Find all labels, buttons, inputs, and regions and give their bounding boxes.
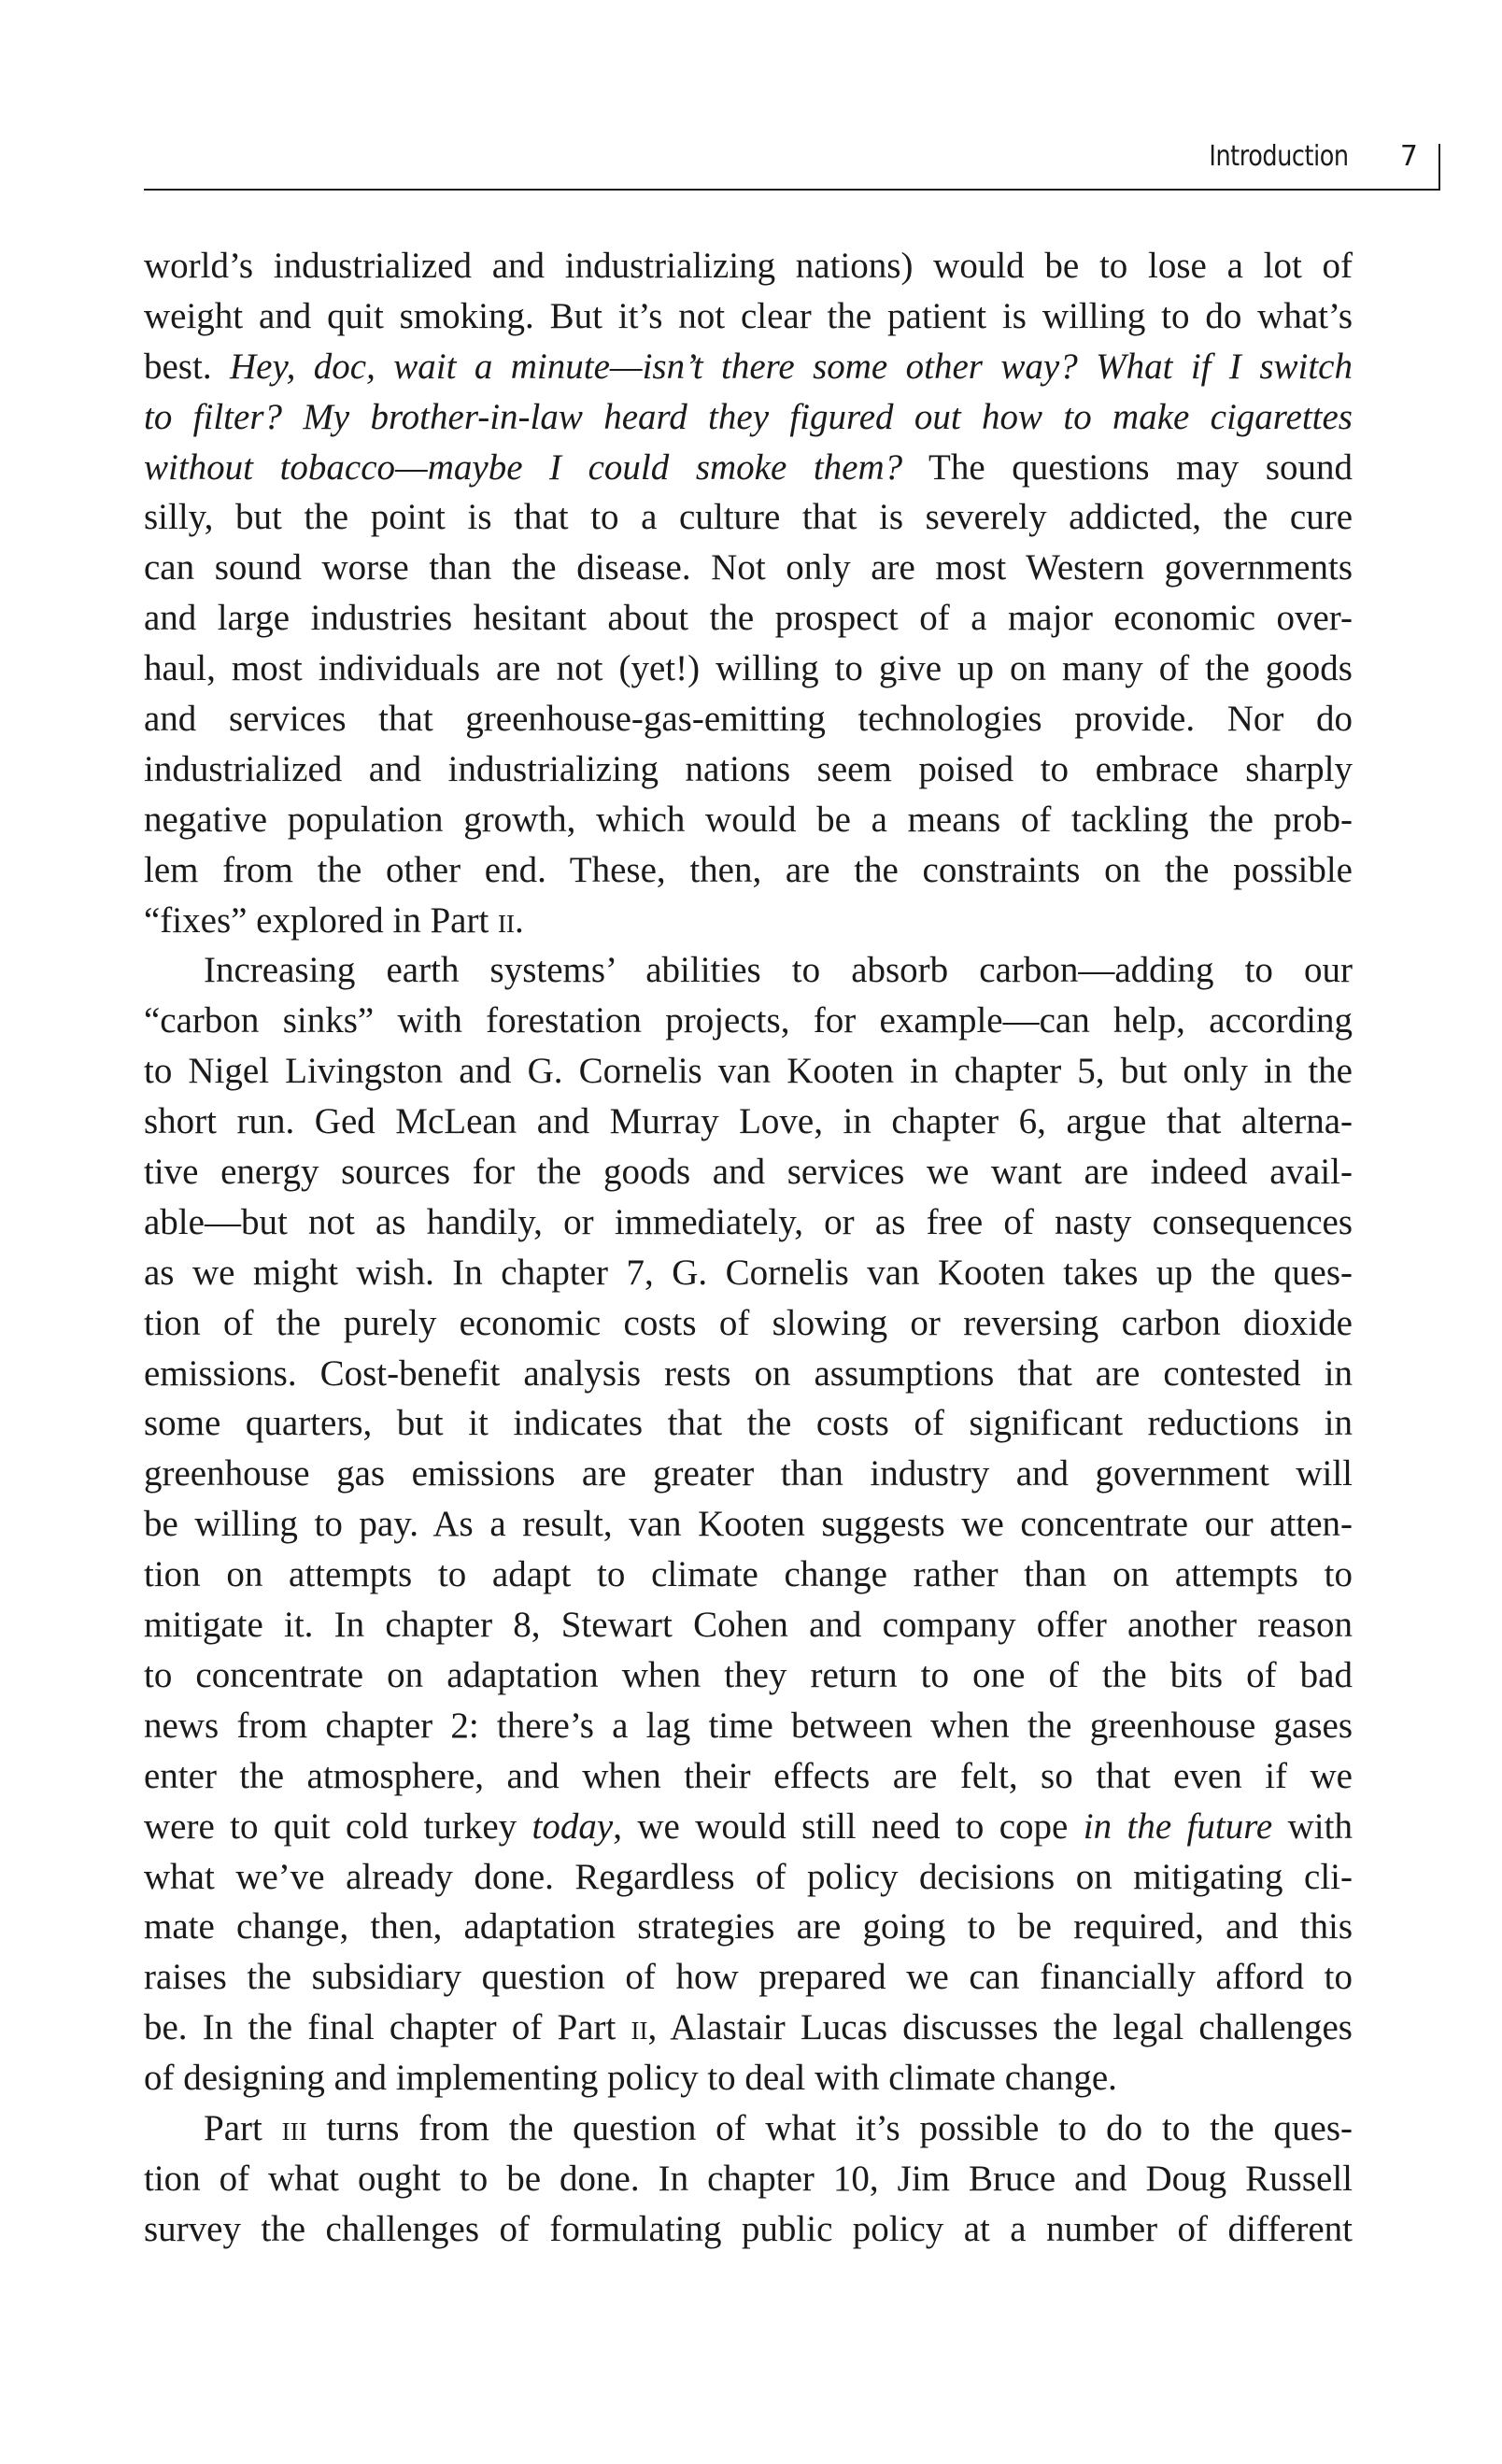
text-line: [144, 845, 1353, 896]
text-line: [144, 1349, 1353, 1399]
text-line: [144, 694, 1353, 744]
running-header-title: Introduction: [1209, 140, 1349, 173]
text-line: [144, 342, 1353, 392]
text-line: [144, 2154, 1353, 2204]
text-run: news from chapter 2: there’s a lag time between when the greenhouse gases: [144, 1705, 1353, 1746]
text-line: [144, 1802, 1353, 1852]
text-run: “fixes” explored in Part: [144, 899, 499, 941]
text-run: turns from the question of what it’s possible to do to the ques-: [306, 2107, 1353, 2148]
text-run: and services that greenhouse-gas-emitting technologies provide. Nor do: [144, 699, 1353, 740]
text-line: [144, 1600, 1353, 1650]
text-line: [144, 1852, 1353, 1903]
text-run: emissions. Cost-benefit analysis rests on assumptions that are contested in: [144, 1352, 1353, 1394]
running-header: [1027, 140, 1438, 177]
italic-text: today: [531, 1806, 614, 1847]
text-run: best.: [144, 346, 230, 387]
text-line: [144, 1499, 1353, 1550]
text-run: to concentrate on adaptation when they return to one of the bits of bad: [144, 1654, 1353, 1695]
text-run: lem from the other end. These, then, are the constraints on the possible: [144, 849, 1353, 890]
text-run: mate change, then, adaptation strategies are going to be required, and this: [144, 1906, 1353, 1947]
text-line: [144, 1298, 1353, 1349]
page-number: 7: [1399, 140, 1418, 173]
text-run: “carbon sinks” with forestation projects, for example—can help, according: [144, 1000, 1353, 1041]
text-line: [144, 2053, 1353, 2103]
text-line: [144, 1449, 1353, 1499]
text-line: [144, 1147, 1353, 1197]
small-caps-text: iii: [281, 2107, 307, 2148]
text-line: [144, 1248, 1353, 1298]
text-line: [144, 945, 1353, 996]
text-line: [144, 443, 1353, 493]
text-line: [144, 1751, 1353, 1802]
italic-text: in the future: [1083, 1806, 1273, 1847]
text-run: able—but not as handily, or immediately, or as free of nasty consequences: [144, 1201, 1353, 1242]
text-run: industrialized and industrializing nations seem poised to embrace sharply: [144, 748, 1353, 789]
text-line: [144, 1197, 1353, 1248]
text-line: [144, 795, 1353, 845]
text-run: .: [515, 899, 524, 941]
text-run: what we’ve already done. Regardless of policy decisions on mitigating cli-: [144, 1856, 1353, 1897]
text-run: can sound worse than the disease. Not only are most Western governments: [144, 547, 1353, 588]
text-run: to Nigel Livingston and G. Cornelis van Kooten in chapter 5, but only in the: [144, 1051, 1353, 1092]
text-run: greenhouse gas emissions are greater than industry and government will: [144, 1453, 1353, 1494]
text-run: weight and quit smoking. But it’s not clear the patient is willing to do what’s: [144, 295, 1353, 336]
text-line: [144, 593, 1353, 644]
text-run: tion of what ought to be done. In chapter 10, Jim Bruce and Doug Russell: [144, 2158, 1353, 2199]
header-vertical-rule: [1438, 144, 1440, 191]
text-run: The questions may sound: [902, 446, 1353, 488]
text-line: [144, 896, 1353, 946]
text-run: were to quit cold turkey: [144, 1806, 532, 1847]
text-run: world’s industrialized and industrializing nations) would be to lose a lot of: [144, 246, 1353, 286]
text-run: with: [1272, 1806, 1353, 1847]
text-line: [144, 2204, 1353, 2255]
text-line: [144, 1952, 1353, 2003]
text-run: as we might wish. In chapter 7, G. Cornelis van Kooten takes up the ques-: [144, 1252, 1353, 1293]
text-line: [144, 1902, 1353, 1952]
text-line: [144, 1550, 1353, 1600]
text-run: mitigate it. In chapter 8, Stewart Cohen and company offer another reason: [144, 1605, 1353, 1646]
text-line: [144, 744, 1353, 795]
text-run: , we would still need to cope: [613, 1806, 1084, 1847]
text-run: haul, most individuals are not (yet!) willing to give up on many of the goods: [144, 648, 1353, 689]
text-run: be. In the final chapter of Part: [144, 2007, 631, 2048]
text-line: [144, 644, 1353, 694]
text-run: and large industries hesitant about the prospect of a major economic over-: [144, 598, 1353, 639]
small-caps-text: ii: [498, 899, 516, 941]
text-run: tion of the purely economic costs of slowing or reversing carbon dioxide: [144, 1302, 1353, 1343]
text-line: [144, 1046, 1353, 1097]
italic-text: to filter? My brother-in-law heard they figured out how to make cigarettes: [144, 396, 1353, 437]
text-run: survey the challenges of formulating public policy at a number of different: [144, 2208, 1353, 2249]
text-run: tive energy sources for the goods and services we want are indeed avail-: [144, 1152, 1353, 1193]
italic-text: without tobacco—maybe I could smoke them?: [144, 446, 903, 488]
text-run: some quarters, but it indicates that the costs of significant reductions in: [144, 1403, 1353, 1444]
text-run: Increasing earth systems’ abilities to absorb carbon—adding to our: [204, 950, 1353, 991]
text-line: [144, 392, 1353, 443]
text-line: [144, 1650, 1353, 1701]
text-line: [144, 1701, 1353, 1751]
text-line: [144, 241, 1353, 291]
text-run: negative population growth, which would be a means of tackling the prob-: [144, 799, 1353, 840]
text-run: short run. Ged McLean and Murray Love, in chapter 6, argue that alterna-: [144, 1101, 1353, 1142]
text-run: be willing to pay. As a result, van Kooten suggests we concentrate our atten-: [144, 1504, 1353, 1545]
text-run: Part: [204, 2107, 282, 2148]
italic-text: Hey, doc, wait a minute—isn’t there some other way? What if I switch: [229, 346, 1353, 387]
text-run: silly, but the point is that to a culture that is severely addicted, the cure: [144, 497, 1353, 538]
text-line: [144, 1398, 1353, 1449]
text-run: raises the subsidiary question of how prepared we can financially afford to: [144, 1957, 1353, 1998]
text-line: [144, 543, 1353, 593]
header-rule: [144, 189, 1440, 191]
text-line: [144, 2103, 1353, 2154]
body-text: [144, 241, 1353, 2255]
text-run: tion on attempts to adapt to climate change rather than on attempts to: [144, 1554, 1353, 1595]
text-line: [144, 492, 1353, 543]
text-line: [144, 291, 1353, 342]
text-line: [144, 996, 1353, 1046]
text-run: enter the atmosphere, and when their effects are felt, so that even if we: [144, 1755, 1353, 1796]
small-caps-text: ii: [631, 2007, 648, 2048]
text-line: [144, 2003, 1353, 2053]
text-line: [144, 1097, 1353, 1147]
text-run: of designing and implementing policy to deal with climate change.: [144, 2058, 1117, 2099]
text-run: , Alastair Lucas discusses the legal challenges: [647, 2007, 1353, 2048]
